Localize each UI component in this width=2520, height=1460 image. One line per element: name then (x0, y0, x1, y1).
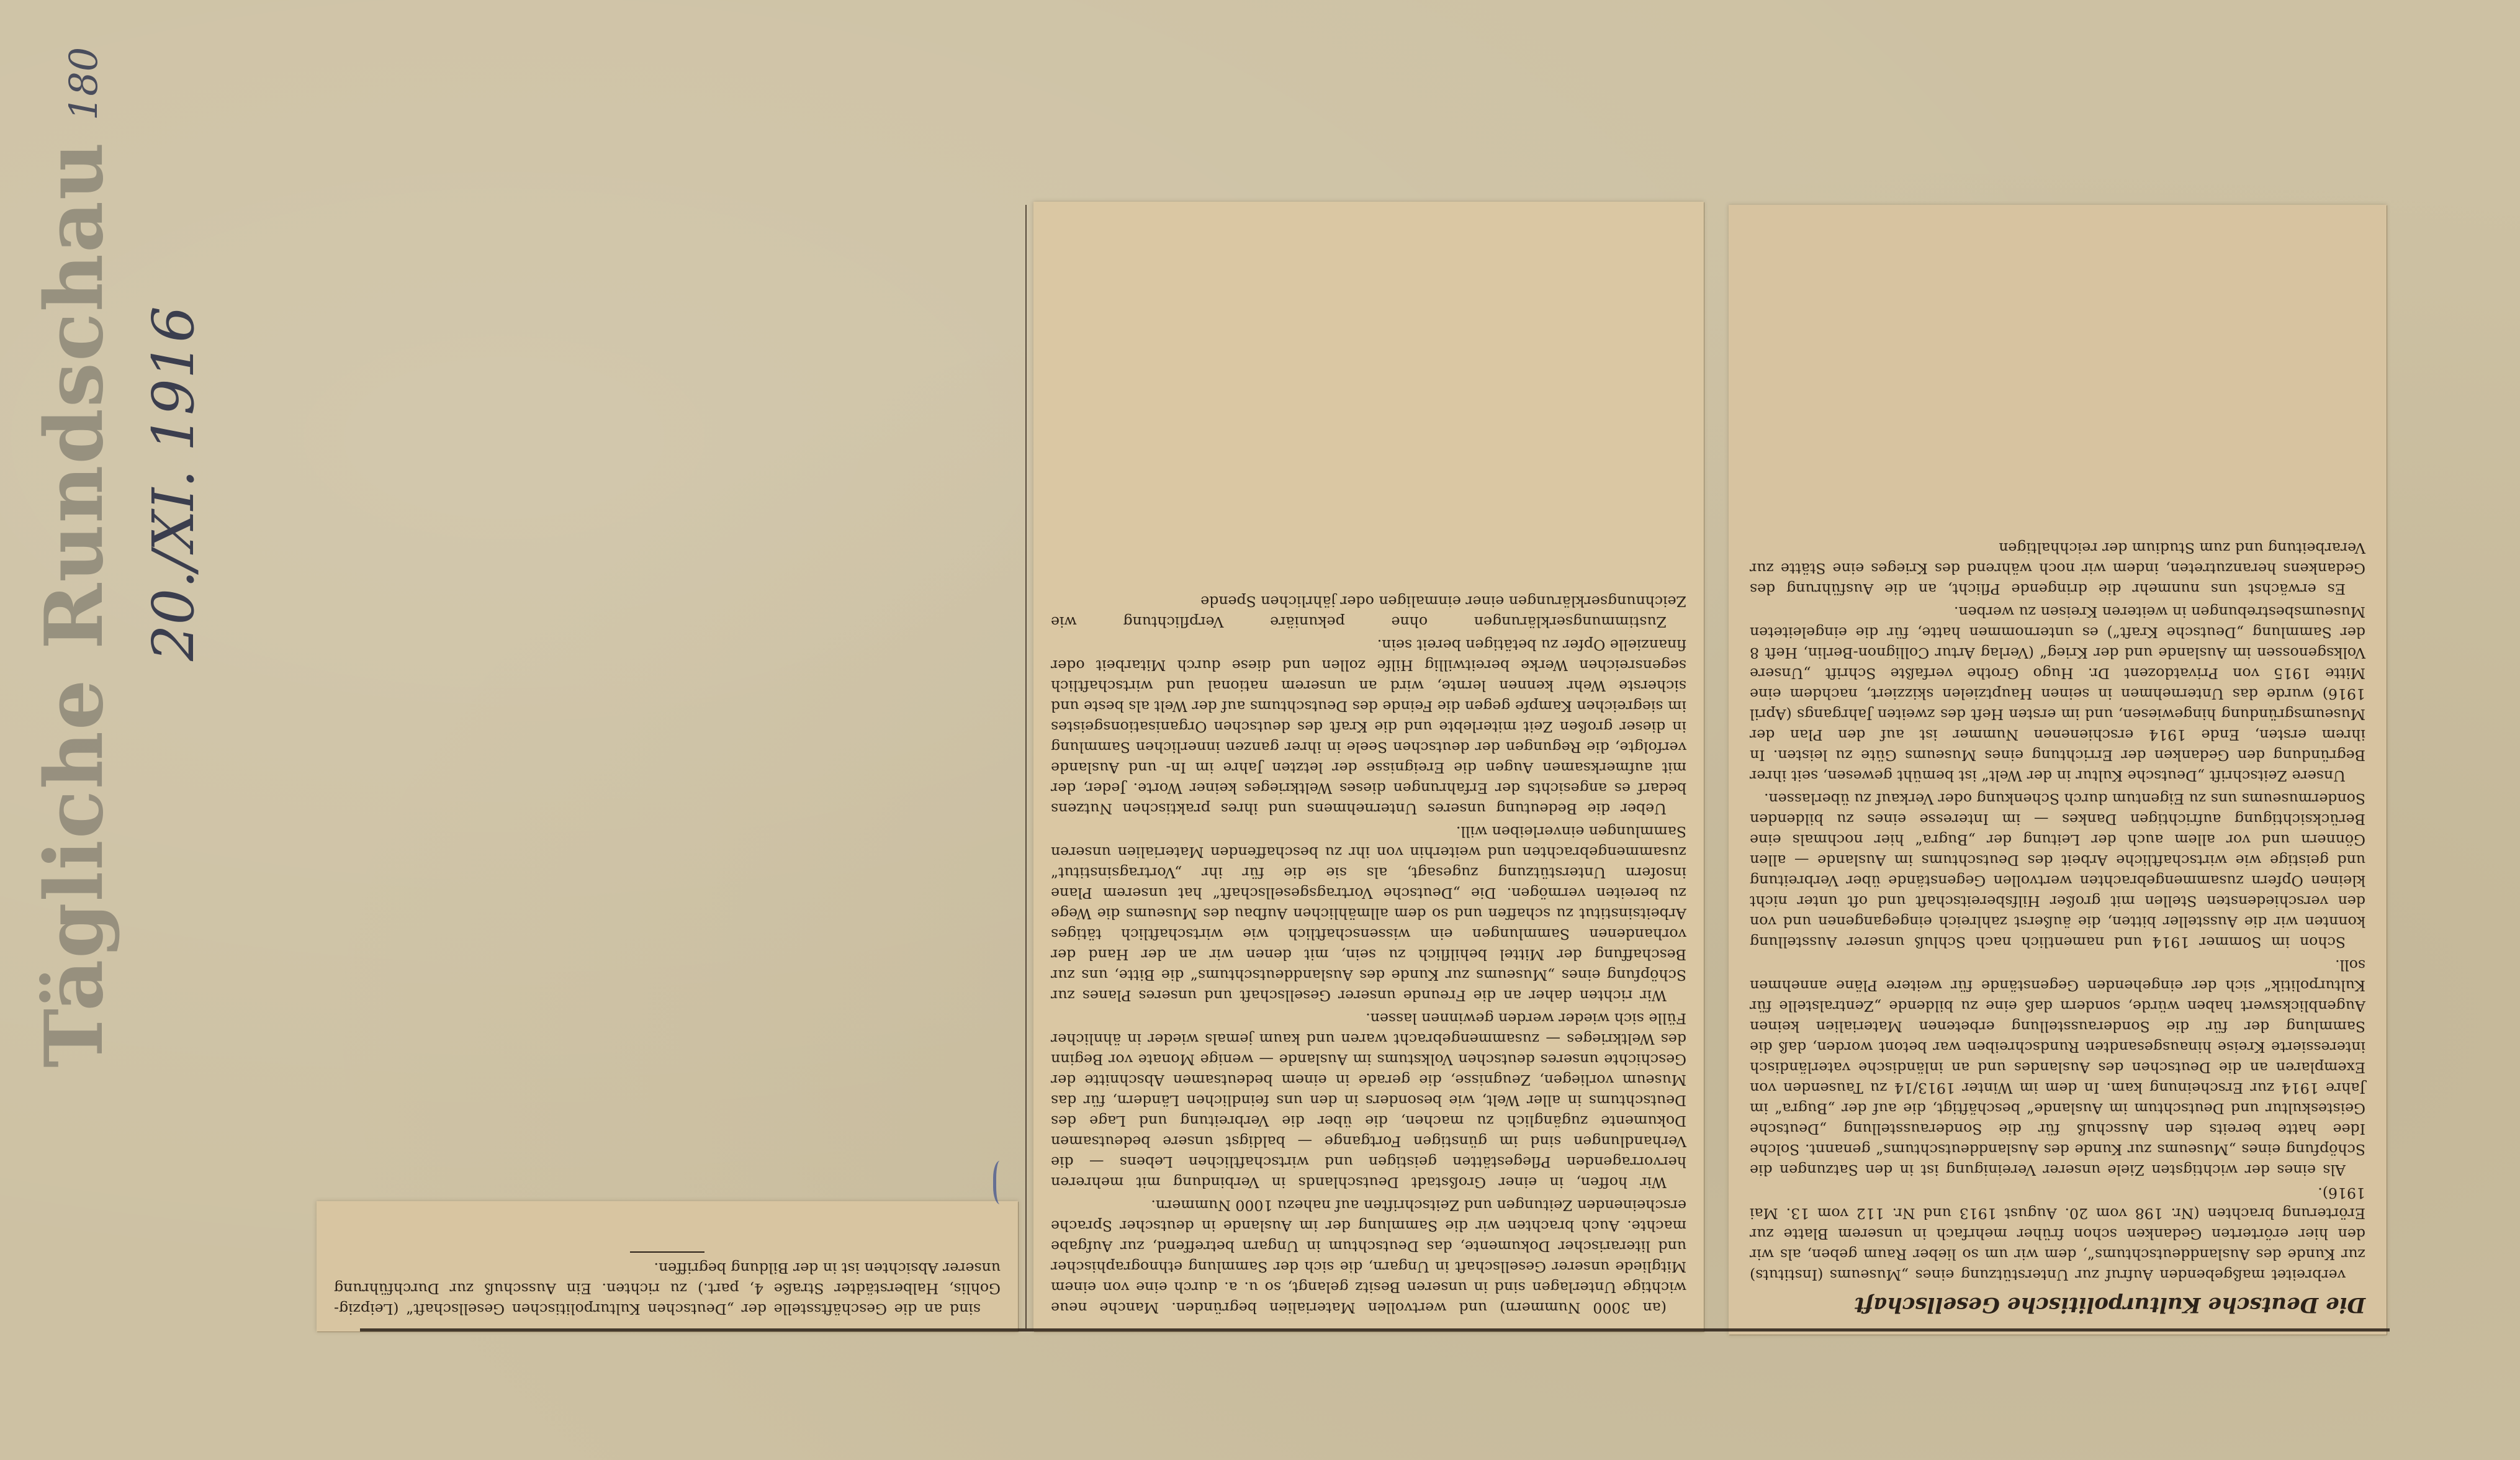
archive-number: 180 (61, 47, 106, 121)
article-paragraph: Wir hoffen, in einer Großstadt Deutschlands in Verbindung mit mehreren hervorragenden Pflegestätten geistigen und wirtschaftlichen Lebens — die Verhandlungen sind im günstigen Fortgange — baldigst unsere bedeutsamen Dokumente zugänglich zu machen, die über die Verbreitung und Lage des Deutschtums in aller Welt, wie besonders in den uns feindlichen Ländern, für das Museum vorliegen, Zeugnisse, die gerade in einem bedeutsamen Abschnitte der Geschichte unseres deutschen Volkstums im Auslande — wenige Monate vor Beginn des Weltkrieges — zusammengebracht waren und kaum jemals wieder in ähnlicher Fülle sich wieder werden gewinnen lassen. (1051, 1010, 1686, 1191)
article-paragraph: Wir richten daher an die Freunde unserer Gesellschaft und unseres Planes zur Schöpfung eines „Museums zur Kunde des Auslanddeutschtums“ die Bitte, uns zur Beschaffung der Mittel behilflich zu sein, mit denen wir an der Hand der vorhandenen Sammlungen ein wissenschaftlich wie wirtschaftlich tätiges Arbeitsinstitut zu schaffen und so dem allmählichen Aufbau des Museums die Wege zu bereiten vermögen. Die „Deutsche Vortragsgesellschaft“ hat unserem Plane insofern Unterstützung zugesagt, als sie die für ihr „Vortragsinstitut“ zusammengebrachten und weiterhin von ihr zu beschaffenden Materialien unseren Sammlungen einverleiben will. (1051, 823, 1686, 1004)
article-paragraph: Zustimmungserklärungen ohne pekuniäre Verpflichtung wie Zeichnungserklärungen einer einmaligen oder jährlichen Spende (1051, 593, 1686, 631)
article-clipping-notice (317, 1201, 1018, 1332)
article-paragraph: (an 3000 Nummern) und wertvollen Materialien begründen. Manche neue wichtige Unterlagen sind in unseren Besitz gelangt, so u. a. durch eine von einem Mitgliede unserer Gesellschaft in Ungarn, die sich der Sammlung ethnographischer und literarischer Dokumente, das Deutschtum in Ungarn betreffend, zur Aufgabe machte. Auch brachten wir die Sammlung der im Auslande in deutscher Sprache erscheinenden Zeitungen und Zeitschriften auf nahezu 1000 Nummern. (1051, 1197, 1686, 1317)
article-clipping-continuation (1033, 202, 1704, 1332)
end-rule (630, 1251, 704, 1253)
handwritten-date: 20./XI. 1916 (140, 306, 207, 661)
blue-pencil-mark (993, 1161, 1010, 1204)
bottom-rule (360, 1328, 2390, 1332)
article-clipping-main (1729, 205, 2387, 1335)
newspaper-name-stamp: Tägliche Rundschau (28, 141, 121, 1068)
article-text-notice (317, 1201, 1018, 1332)
article-paragraph: sind an die Geschäftsstelle der „Deutschen Kulturpolitischen Gesellschaft“ (Leipzig-Gohlis, Halberstädter Straße 4, part.) zu richten. Ein Ausschuß zur Durchführung unserer Absichten ist in der Bildung begriffen. (334, 1259, 1001, 1318)
article-paragraph: verbreitet maßgebenden Aufruf zur Unterstützung eines „Museums (Instituts) zur Kunde des Auslanddeutschtums“, dem wir um so lieber Raum geben, als wir den hier erörterten Gedanken schon früher mehrfach in unserem Blatte zur Erörterung brachten (Nr. 198 vom 20. August 1913 und Nr. 112 vom 13. Mai 1916). (1750, 1184, 2365, 1284)
article-paragraph: Als eines der wichtigsten Ziele unserer Vereinigung ist in den Satzungen die Schöpfung eines „Museums zur Kunde des Auslanddeutschtums“ genannt. Solche Idee hatte bereits den Ausschuß für die Sonderausstellung „Deutsche Geisteskultur und Deutschtum im Auslande“ beschäftigt, die auf der „Bugra“ im Jahre 1914 zur Erscheinung kam. In dem im Winter 1913/14 zu Tausenden von Exemplaren an die Deutschen des Auslandes und an inländische vaterländisch interessierte Kreise hinausgesandten Rundschreiben war betont worden, daß die Sammlung der für die Sonderausstellung erbetenen Materialien keinen Augenblickswert haben würde, sondern daß eine zu bildende „Zentralstelle für Kulturpolitik“ sich der eingehenden Gegenstände für weitere Pläne annehmen soll. (1750, 957, 2365, 1179)
article-text-main (1729, 205, 2387, 1335)
column-rule (1025, 205, 1027, 1328)
article-paragraph: Ueber die Bedeutung unseres Unternehmens und ihres praktischen Nutzens bedarf es angesichts der Erfahrungen dieses Weltkrieges keiner Worte. Jeder, der mit aufmerksamen Augen die Ereignisse der letzten Jahre im In- und Auslande verfolgte, die Regungen der deutschen Seele in ihrer ganzen innerlichen Sammlung in dieser großen Zeit miterlebte und die Kraft des deutschen Organisationsgeistes im siegreichen Kampfe gegen die Feinde des Deutschtums auf der Welt als beste und sicherste Wehr kennen lernte, wird an unserem national und wirtschaftlich segensreichen Werke bereitwillig Hilfe zollen und diese durch Mitarbeit oder finanzielle Opfer zu betätigen bereit sein. (1051, 636, 1686, 818)
article-text-continuation (1033, 202, 1704, 1332)
article-title: Die Deutsche Kulturpolitische Gesellschaft (1854, 1292, 2365, 1317)
article-paragraph: Es erwächst uns nunmehr die dringende Pflicht, an die Ausführung des Gedankens heranzutreten, indem wir noch während des Krieges eine Stätte zur Verarbeitung und zum Studium der reichhaltigen (1750, 539, 2365, 598)
article-paragraph: Unsere Zeitschrift „Deutsche Kultur in der Welt“ ist bemüht gewesen, seit ihrer Begründung den Gedanken der Errichtung eines Museums Güte zu leisten. In ihrem ersten, Ende 1914 erschienenen Nummer ist auf den Plan der Museumsgründung hingewiesen, und im ersten Heft des zweiten Jahrgangs (April 1916) wurde das Unternehmen in seinen Hauptzielen skizziert, nachdem eine Mitte 1915 von Privatdozent Dr. Hugo Grothe verfaßte Schrift „Unsere Volksgenossen im Auslande und der Krieg“ (Verlag Artur Collignon-Berlin, Heft 8 der Sammlung „Deutsche Kraft“) es unternommen hatte, für die eingeleiteten Museumsbestrebungen in weiteren Kreisen zu werben. (1750, 603, 2365, 785)
article-paragraph: Schon im Sommer 1914 und namentlich nach Schluß unserer Ausstellung konnten wir die Aussteller bitten, die äußerst zahlreich eingegangenen und von den verschiedensten Stellen mit großer Hilfsbereitschaft und oft unter nicht kleinen Opfern zusammengebrachten wertvollen Gegenstände über Verbreitung und geistige wie wirtschaftliche Arbeit des Deutschtums im Auslande — allen Gönnern und vor allem auch der Leitung der „Bugra“ hier nochmals eine Berücksichtigung aufrichtigen Dankes — im Interesse eines zu bildenden Sondermuseums uns zu Eigentum durch Schenkung oder Verkauf zu überlassen. (1750, 790, 2365, 951)
